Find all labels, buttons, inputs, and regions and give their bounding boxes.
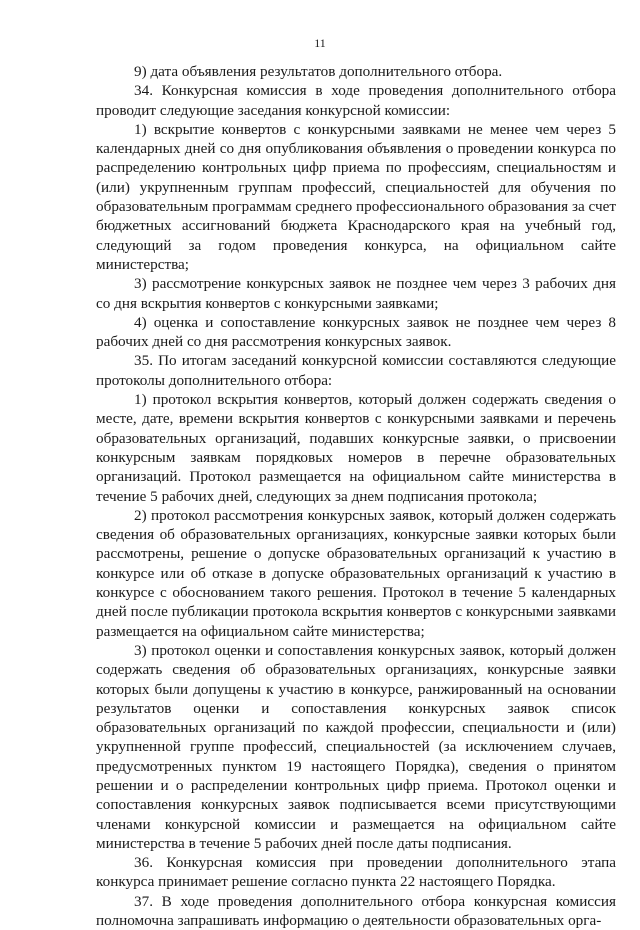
paragraph-clause-35: 35. По итогам заседаний конкурсной комиссии составляются следующие протоколы дополнительного отбора: bbox=[96, 352, 616, 389]
paragraph-protocol-evaluation: 3) протокол оценки и сопоставления конкурсных заявок, который должен содержать сведения об образовательных организациях, конкурсные заявки которых были допущены к участию в конкурсе, ранжированный на основании результатов оценки и сопоставления конкурсных заявок список образовательных организаций по каждой профессии, специальности и (или) укрупненной группе профессий, специальностей (за исключением случаев, предусмотренных пунктом 19 настоящего Порядка), сведения о принятом решении и о распределении контрольных цифр приема. Протокол оценки и сопоставления конкурсных заявок подписывается всеми присутствующими членами конкурсной комиссии и размещается на официальном сайте министерства в течение 5 рабочих дней после даты подписания. bbox=[96, 641, 616, 852]
paragraph-clause-34: 34. Конкурсная комиссия в ходе проведения дополнительного отбора проводит следующие заседания конкурсной комиссии: bbox=[96, 82, 616, 119]
paragraph-protocol-opening: 1) протокол вскрытия конвертов, который должен содержать сведения о месте, дате, времени вскрытия конвертов с конкурсными заявками и перечень образовательных организаций, подавших конкурсные заявки, о присвоении конкурсным заявкам порядковых номеров в перечне образовательных организаций. Протокол размещается на официальном сайте министерства в течение 5 рабочих дней, следующих за днем подписания протокола; bbox=[96, 391, 616, 505]
paragraph-item-3-review: 3) рассмотрение конкурсных заявок не позднее чем через 3 рабочих дня со дня вскрытия конвертов с конкурсными заявками; bbox=[96, 275, 616, 312]
paragraph-clause-37: 37. В ходе проведения дополнительного отбора конкурсная комиссия полномочна запрашивать информацию о деятельности образовательных орга- bbox=[96, 892, 616, 930]
document-body bbox=[96, 62, 616, 930]
paragraph-item-1-opening: 1) вскрытие конвертов с конкурсными заявками не менее чем через 5 календарных дней со дня опубликования объявления о проведении конкурса по распределению контрольных цифр приема по профессиям, специальностям и (или) укрупненным группам профессий, специальностей для обучения по образовательным программам среднего профессионального образования за счет бюджетных ассигнований бюджета Краснодарского края на учебный год, следующий за годом проведения конкурса, на официальном сайте министерства; bbox=[96, 120, 616, 273]
paragraph-item-4-evaluation: 4) оценка и сопоставление конкурсных заявок не позднее чем через 8 рабочих дней со дня рассмотрения конкурсных заявок. bbox=[96, 313, 616, 351]
paragraph-protocol-review: 2) протокол рассмотрения конкурсных заявок, который должен содержать сведения об образовательных организациях, конкурсные заявки которых были рассмотрены, решение о допуске образовательных организаций к участию в конкурсе или об отказе в допуске образовательных организаций к участию в конкурсе с обоснованием такого решения. Протокол в течение 5 календарных дней после публикации протокола вскрытия конвертов с конкурсными заявками размещается на официальном сайте министерства; bbox=[96, 506, 616, 640]
paragraph-item-9: 9) дата объявления результатов дополнительного отбора. bbox=[134, 63, 503, 80]
paragraph-clause-36: 36. Конкурсная комиссия при проведении дополнительного этапа конкурса принимает решение согласно пункта 22 настоящего Порядка. bbox=[96, 854, 616, 891]
page-number: 11 bbox=[314, 36, 326, 50]
